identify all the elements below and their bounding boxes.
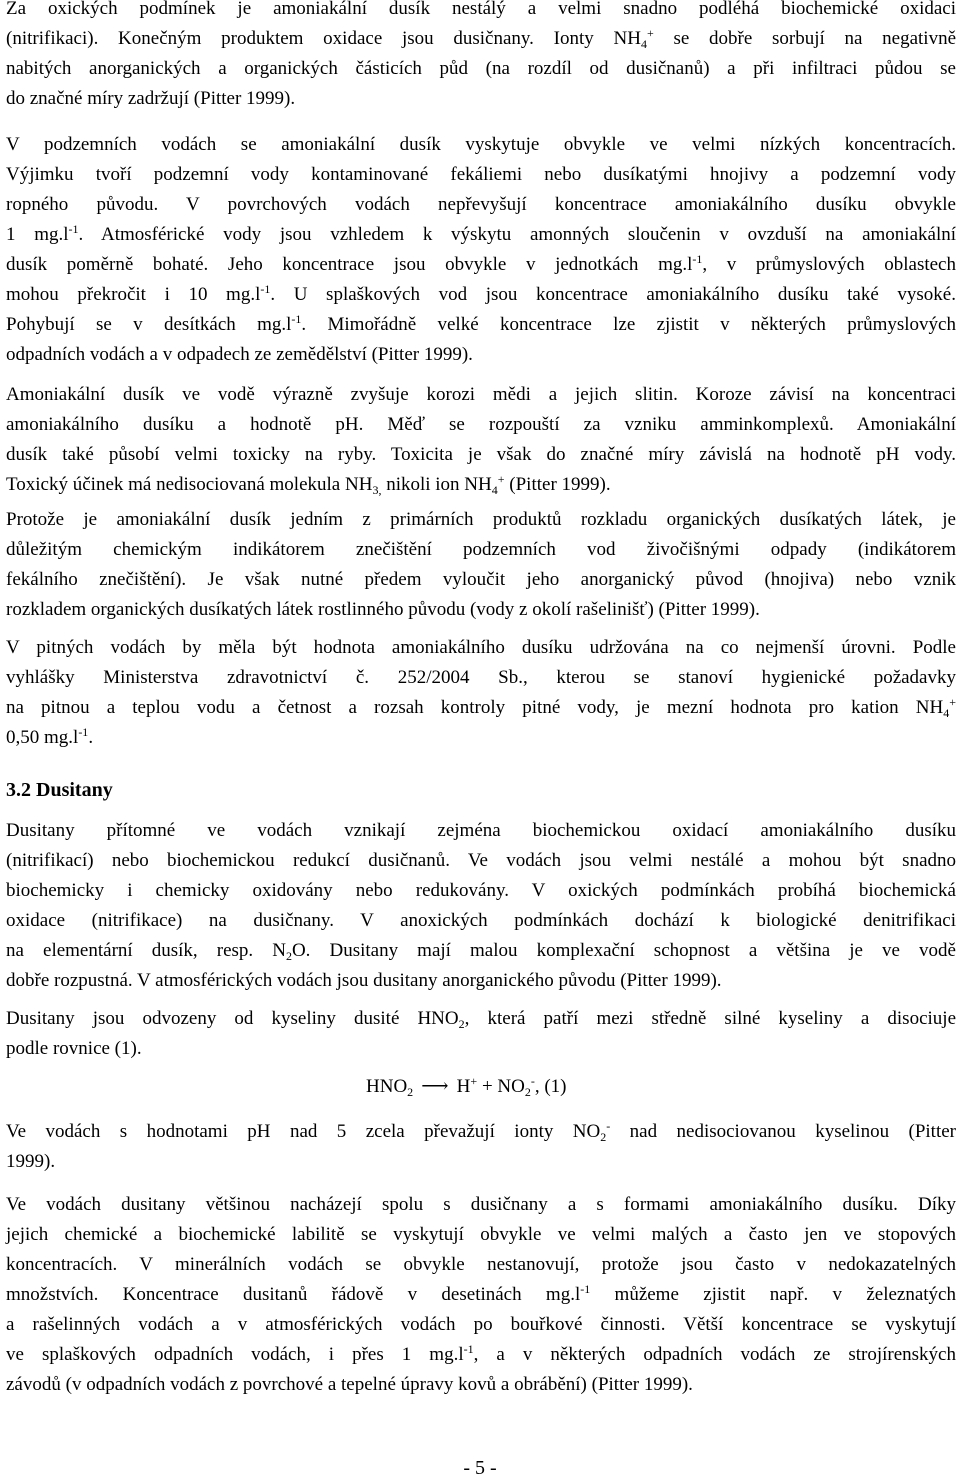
- text-line: Toxický účinek má nedisociovaná molekula $NH_{3,}$ nikoli ion $NH_4^+$ (Pitter 1999).: [6, 472, 611, 497]
- text-line: ropného původu. V povrchových vodách nepřevyšují koncentrace amoniakálního dusíku obvykle: [6, 194, 956, 215]
- paragraph-corrosion-toxicity: [6, 380, 956, 500]
- paragraph-ammonia-oxidation: [6, 0, 956, 114]
- text-line: oxidace (nitrifikace) na dusičnany. V anoxických podmínkách dochází k biologické denitrifikaci: [6, 910, 956, 931]
- text-line: dobře rozpustná. V atmosférických vodách jsou dusitany anorganického původu (Pitter 1999).: [6, 970, 722, 991]
- text-line: rozkladem organických dusíkatých látek rostlinného původu (vody z okolí rašelinišť) (Pitter 1999).: [6, 599, 760, 620]
- text-line: vyhlášky Ministerstva zdravotnictví č. 252/2004 Sb., kterou se stanoví hygienické požadavky: [6, 667, 956, 688]
- text-line: V pitných vodách by měla být hodnota amoniakálního dusíku udržována na co nejmenší úrovni. Podle: [6, 637, 956, 658]
- paragraph-drinking-water: [6, 633, 956, 753]
- text-line: do značné míry zadržují (Pitter 1999).: [6, 88, 296, 109]
- text-line: ve splaškových odpadních vodách, i přes 1 $mg.l^{-1}$, a v některých odpadních vodách ze strojírenských: [6, 1342, 956, 1365]
- paragraph-occurrence: [6, 1190, 956, 1400]
- text-line: Dusitany jsou odvozeny od kyseliny dusité $HNO_2$, která patří mezi středně silné kyseliny a disociuje: [6, 1008, 957, 1031]
- text-line: jejich chemické a biochemické labilitě se vyskytují obvykle ve velmi malých a často jen ve stopových: [6, 1224, 956, 1245]
- text-line: 0,50 $mg.l^{-1}$.: [6, 725, 94, 748]
- text-line: (nitrifikaci). Konečným produktem oxidace jsou dusičnany. Ionty $NH_4^+$ se dobře sorbují na negativně: [6, 26, 957, 51]
- text-line: Amoniakální dusík ve vodě výrazně zvyšuje korozi mědi a jejich slitin. Koroze závisí na koncentraci: [6, 384, 956, 405]
- text-line: závodů (v odpadních vodách z povrchové a tepelné úpravy kovů a obrábění) (Pitter 1999).: [6, 1374, 693, 1395]
- text-line: podle rovnice (1).: [6, 1038, 142, 1059]
- paragraph-indicator: [6, 505, 956, 625]
- reaction-arrow-icon: ⟶: [421, 1076, 449, 1097]
- text-line: Protože je amoniakální dusík jedním z primárních produktů rozkladu organických dusíkatých látek, je: [6, 509, 956, 530]
- text-line: Ve vodách dusitany většinou nacházejí spolu s dusičnany a s formami amoniakálního dusíku. Díky: [6, 1194, 956, 1215]
- text-line: množstvích. Koncentrace dusitanů řádově v desetinách $mg.l^{-1}$ můžeme zjistit např. v železnatých: [6, 1282, 956, 1305]
- paragraph-groundwater: [6, 130, 956, 370]
- text-line: 1 $mg.l^{-1}$. Atmosférické vody jsou vzhledem k výskytu amonných sloučenin v ovzduší na amoniakální: [6, 222, 956, 245]
- text-line: dusík také působí velmi toxicky na ryby. Toxicita je však do značné míry závislá na hodnotě pH vody.: [6, 444, 956, 465]
- text-line: fekálního znečištění). Je však nutné předem vyloučit jeho anorganický původ (hnojiva) nebo vznik: [6, 569, 956, 590]
- section-heading: 3.2 Dusitany: [6, 779, 113, 801]
- text-line: amoniakálního dusíku a hodnotě pH. Měď se rozpouští za vzniku amminkomplexů. Amoniakální: [6, 414, 956, 435]
- text-line: Dusitany přítomné ve vodách vznikají zejména biochemickou oxidací amoniakálního dusíku: [6, 820, 956, 841]
- paragraph-nitrites-intro: [6, 816, 956, 996]
- text-line: a rašelinných vodách a v atmosférických vodách po bouřkové činnosti. Větší koncentrace se vyskytují: [6, 1314, 956, 1335]
- text-line: Ve vodách s hodnotami pH nad 5 zcela převažují ionty $NO_2^-$ nad nedisociovanou kyselinou (Pitter: [6, 1119, 956, 1144]
- page-number: - 5 -: [463, 1457, 497, 1479]
- text-line: 1999).: [6, 1151, 56, 1172]
- text-line: mohou překročit i 10 $mg.l^{-1}$. U splaškových vod jsou koncentrace amoniakálního dusíku také vysoké.: [6, 282, 956, 305]
- text-line: na elementární dusík, resp. $N_2O$. Dusitany mají malou komplexační schopnost a většina je ve vodě: [6, 940, 956, 963]
- dissociation-equation: $HNO_2$ ⟶ $H^+ + NO_2^-$, (1): [366, 1074, 567, 1099]
- text-line: V podzemních vodách se amoniakální dusík vyskytuje obvykle ve velmi nízkých koncentracích.: [6, 134, 956, 155]
- text-line: Výjimku tvoří podzemní vody kontaminované fekáliemi nebo dusíkatými hnojivy a podzemní vody: [6, 164, 956, 185]
- text-line: Za oxických podmínek je amoniakální dusík nestálý a velmi snadno podléhá biochemické oxidaci: [6, 0, 956, 19]
- text-line: koncentracích. V minerálních vodách se obvykle nestanovují, protože jsou často v nedokazatelných: [6, 1254, 956, 1275]
- text-line: dusík poměrně bohaté. Jeho koncentrace jsou obvykle v jednotkách $mg.l^{-1}$, v průmyslových oblastech: [6, 252, 956, 275]
- paragraph-nitrous-acid: [6, 1004, 956, 1064]
- text-line: nabitých anorganických a organických částicích půd (na rozdíl od dusičnanů) a při infiltraci půdou se: [6, 58, 956, 79]
- text-line: důležitým chemickým indikátorem znečištění podzemních vod živočišnými odpady (indikátorem: [6, 539, 956, 560]
- text-line: odpadních vodách a v odpadech ze zemědělství (Pitter 1999).: [6, 344, 473, 365]
- text-line: (nitrifikací) nebo biochemickou redukcí dusičnanů. Ve vodách jsou velmi nestálé a mohou být snadno: [6, 850, 956, 871]
- text-line: biochemicky i chemicky oxidovány nebo redukovány. V oxických podmínkách probíhá biochemická: [6, 880, 956, 901]
- text-line: Pohybují se v desítkách $mg.l^{-1}$. Mimořádně velké koncentrace lze zjistit v některých průmyslových: [6, 312, 956, 335]
- paragraph-ph-dominance: [6, 1117, 956, 1177]
- text-line: na pitnou a teplou vodu a četnost a rozsah kontroly pitné vody, je mezní hodnota pro kation $NH_4^+$: [6, 695, 956, 720]
